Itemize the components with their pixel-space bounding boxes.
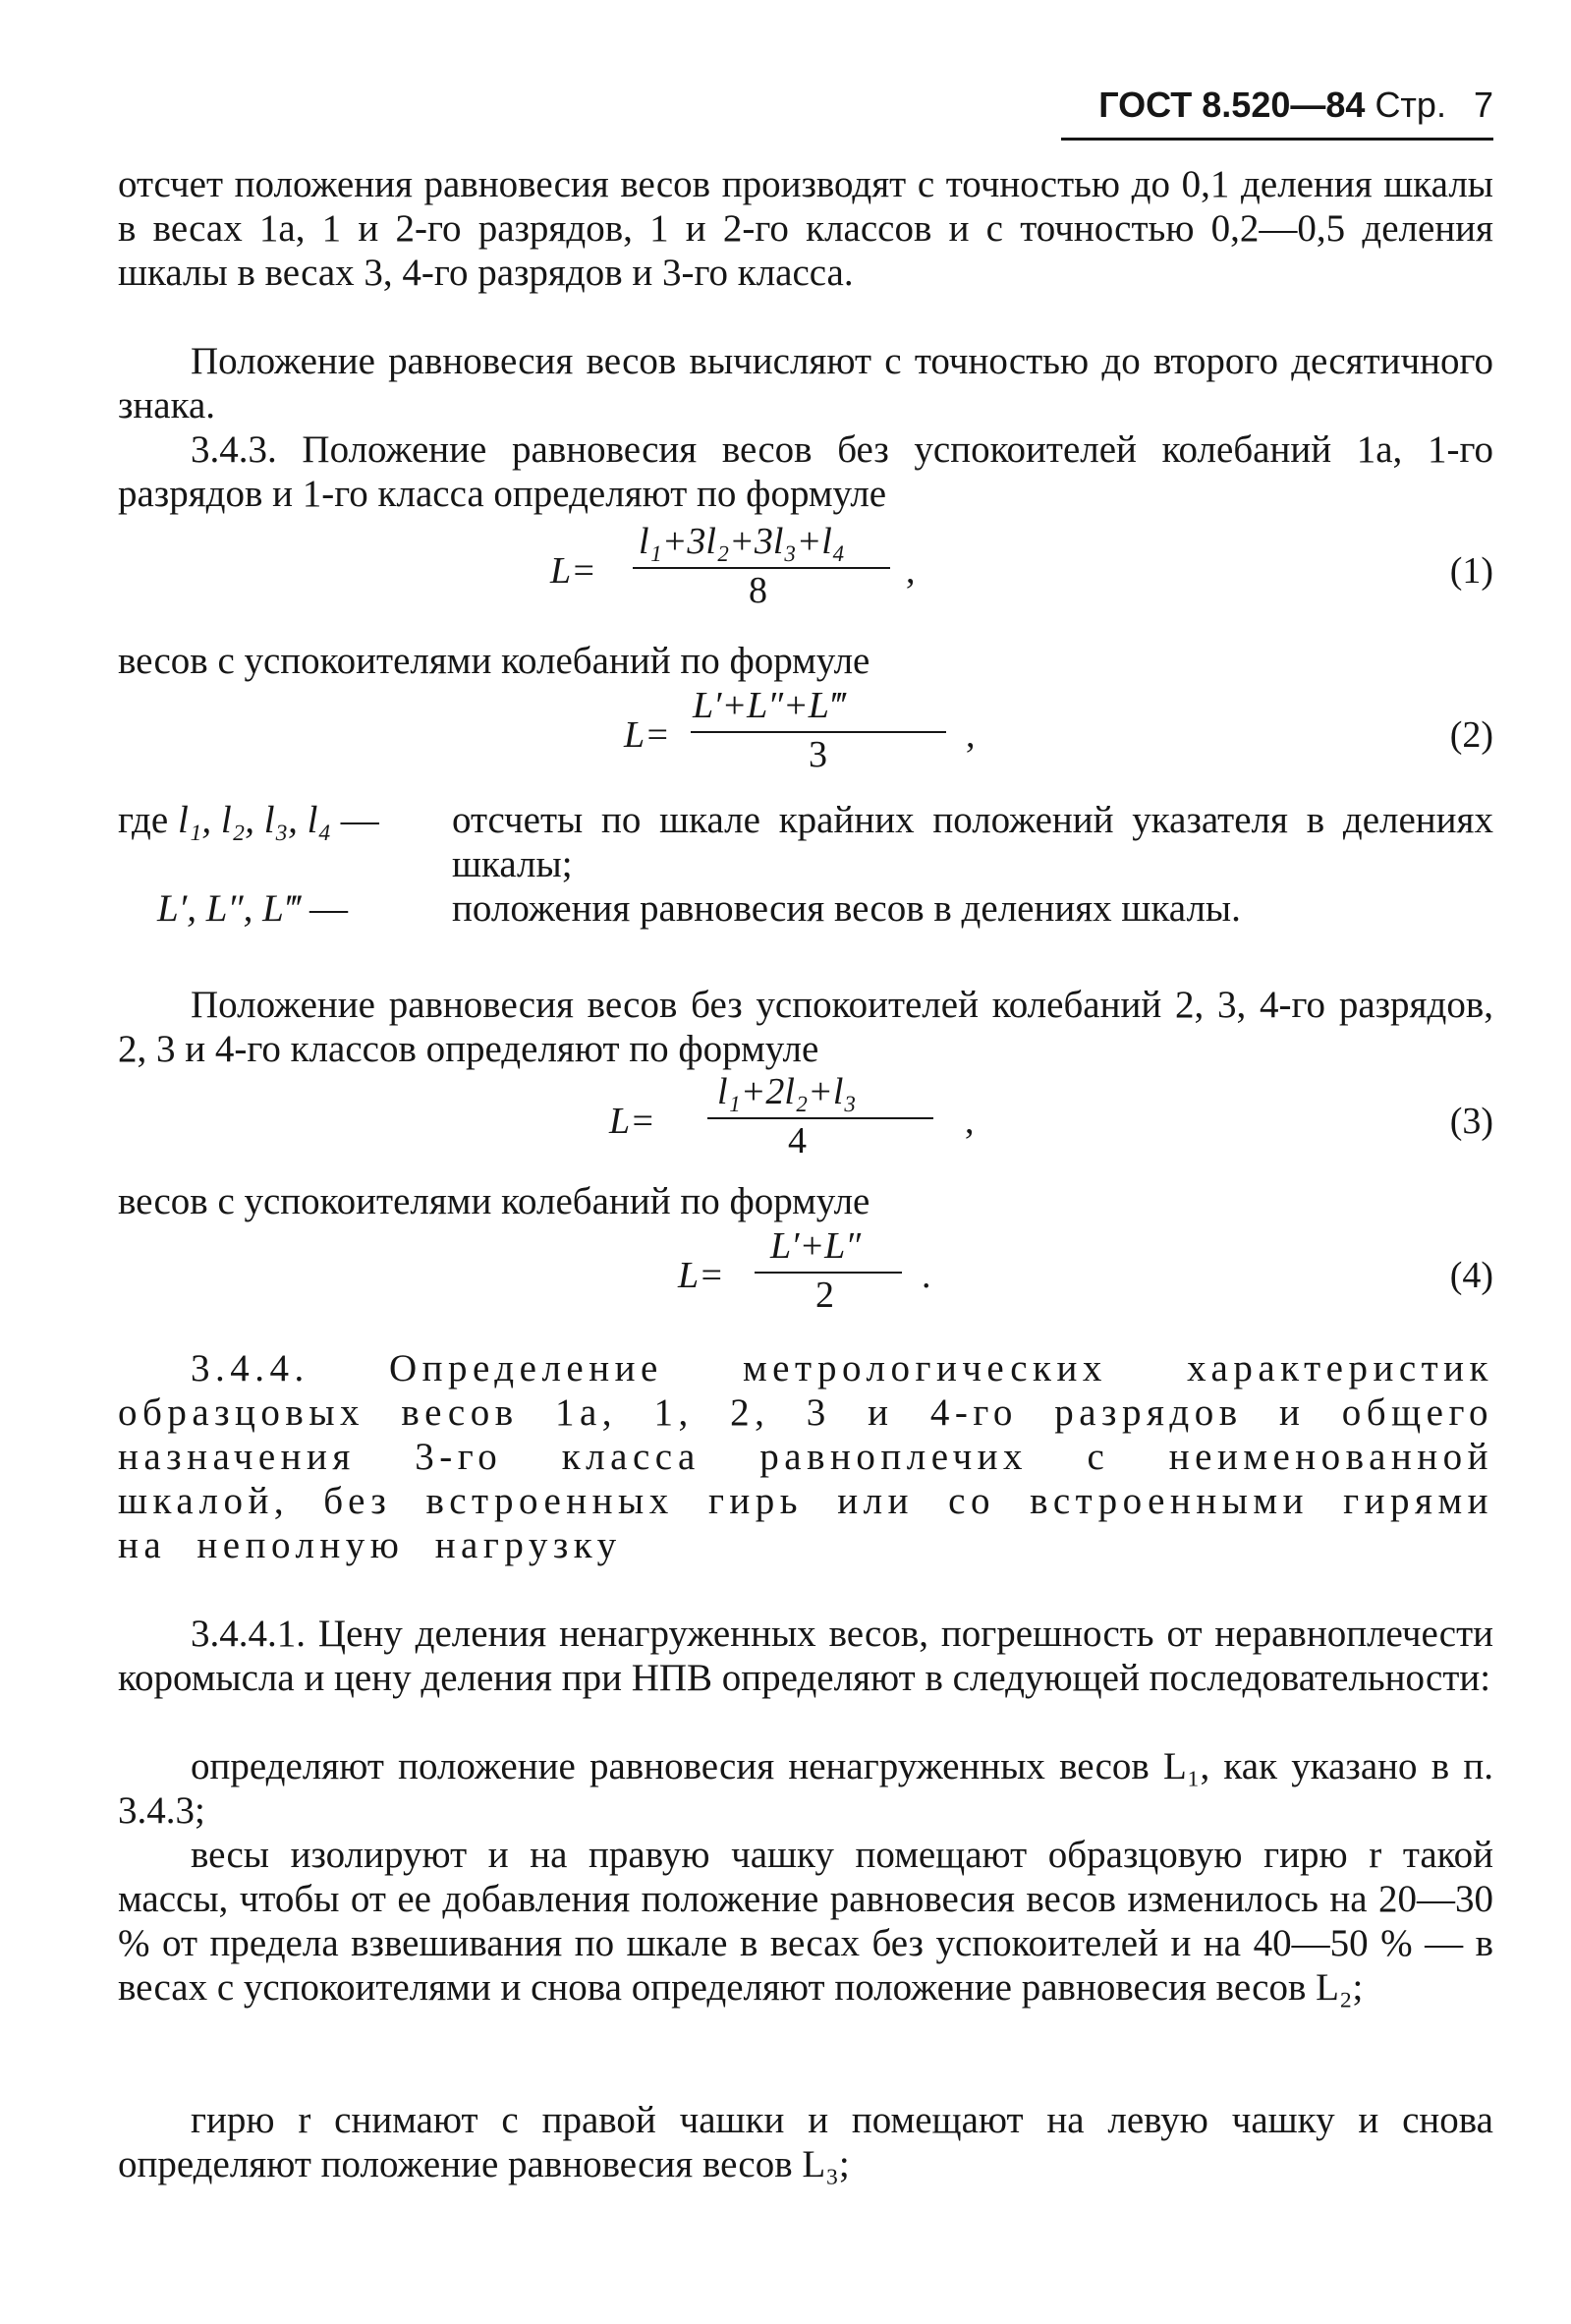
formula-lhs: L= <box>624 714 670 756</box>
page-header <box>1061 85 1493 142</box>
formula-punctuation: , <box>906 550 916 592</box>
step-move-weight: гирю r снимают с правой чашки и помещают на левую чашку и снова определяют положение равновесия весов L₃; <box>118 2099 1493 2185</box>
definition-dash: — <box>340 799 379 841</box>
page-number: 7 <box>1473 85 1493 125</box>
formula-1 <box>550 521 1493 624</box>
paragraph-3-4-4-1: 3.4.4.1. Цену деления ненагруженных весов, погрешность от неравноплечести коромысла и цену деления при НПВ определяют в следующей последовательности: <box>118 1613 1493 1699</box>
paragraph-with-dampers-2: весов с успокоителями колебаний по формуле <box>118 1180 870 1222</box>
paragraph-3-4-3: 3.4.3. Положение равновесия весов без успокоителей колебаний 1а, 1-го разрядов и 1-го класса определяют по формуле <box>118 428 1493 515</box>
formula-denominator: 2 <box>815 1275 834 1316</box>
formula-punctuation: . <box>922 1255 931 1296</box>
definition-prefix: где <box>118 799 169 841</box>
definition-term-positions <box>157 886 348 931</box>
definition-description-positions: положения равновесия весов в делениях шкалы. <box>452 887 1241 930</box>
formula-lhs: L= <box>609 1101 655 1142</box>
paragraph-calc-precision: Положение равновесия весов вычисляют с точностью до второго десятичного знака. <box>118 340 1493 426</box>
equation-number: (4) <box>1449 1255 1493 1296</box>
symbol-definitions <box>118 798 1493 975</box>
formula-lhs: L= <box>678 1255 724 1296</box>
definition-description-readings: отсчеты по шкале крайних положений указателя в делениях шкалы; <box>452 799 1493 885</box>
formula-denominator: 8 <box>749 570 767 611</box>
equation-number: (1) <box>1449 550 1493 592</box>
formula-denominator: 4 <box>788 1120 807 1162</box>
formula-2 <box>624 685 1493 788</box>
formula-3 <box>609 1071 1493 1174</box>
step-determine-l1: определяют положение равновесия ненагруженных весов L₁, как указано в п. 3.4.3; <box>118 1745 1493 1832</box>
formula-punctuation: , <box>965 1101 975 1142</box>
page-label: Стр. <box>1375 85 1446 125</box>
paragraph-with-dampers-1: весов с успокоителями колебаний по формуле <box>118 640 870 682</box>
standard-number: ГОСТ 8.520—84 <box>1098 85 1366 125</box>
formula-lhs: L= <box>550 550 596 592</box>
equation-number: (2) <box>1449 714 1493 756</box>
formula-numerator: l₁+3l₂+3l₃+l₄ <box>639 521 846 562</box>
paragraph-reading-precision: отсчет положения равновесия весов производят с точностью до 0,1 деления шкалы в весах 1а, 1 и 2-го разрядов, 1 и 2-го классов и с точностью 0,2—0,5 деления шкалы в весах 3, 4-го разрядов и 3-го класса. <box>118 163 1493 294</box>
definition-term-readings <box>118 798 379 842</box>
paragraph-without-dampers: Положение равновесия весов без успокоителей колебаний 2, 3, 4-го разрядов, 2, 3 и 4-го классов определяют по формуле <box>118 984 1493 1070</box>
section-heading-3-4-4: 3.4.4. Определение метрологических характеристик образцовых весов 1а, 1, 2, 3 и 4-го разрядов и общего назначения 3-го класса равноплечих с неименованной шкалой, без встроенных гирь или со встроенными гирями на неполную нагрузку <box>118 1347 1493 1566</box>
formula-4 <box>678 1225 1493 1329</box>
header-rule <box>1061 138 1493 141</box>
formula-denominator: 3 <box>809 734 827 775</box>
definition-symbols: l₁, l₂, l₃, l₄ <box>177 799 332 841</box>
formula-numerator: l₁+2l₂+l₃ <box>717 1071 857 1112</box>
formula-punctuation: , <box>966 714 976 756</box>
formula-numerator: L′+L″ <box>770 1225 862 1267</box>
formula-numerator: L′+L″+L‴ <box>693 685 845 726</box>
step-place-weight: весы изолируют и на правую чашку помещают образцовую гирю r такой массы, чтобы от ее добавления положение равновесия весов изменилось на 20—30 % от предела взвешивания по шкале в весах без успокоителей и на 40—50 % — в весах с успокоителями и снова определяют положение равновесия весов L₂; <box>118 1834 1493 2009</box>
equation-number: (3) <box>1449 1101 1493 1142</box>
definition-dash: — <box>309 887 348 930</box>
definition-symbols: L′, L″, L‴ <box>157 887 301 930</box>
fraction-bar <box>707 1117 933 1119</box>
